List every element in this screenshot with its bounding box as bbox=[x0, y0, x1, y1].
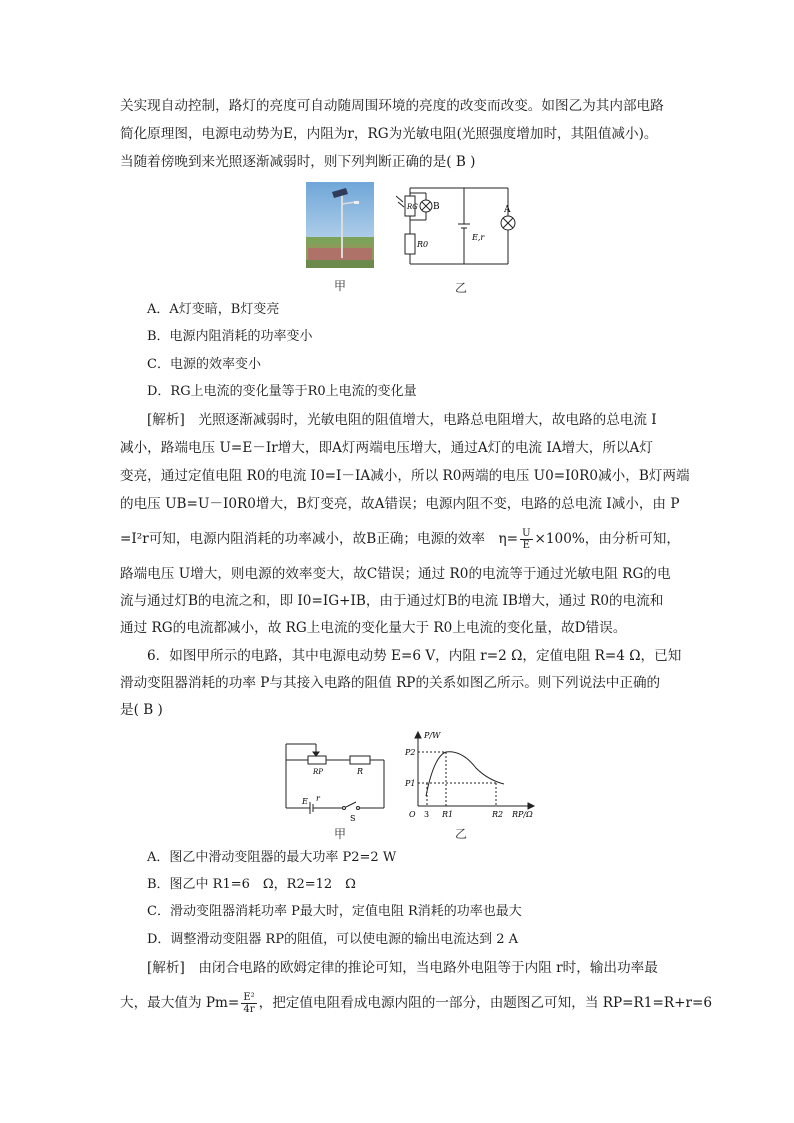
frac-denominator: E bbox=[522, 540, 530, 551]
q6-option-b: B．图乙中 R1=6 Ω，R2=12 Ω bbox=[147, 877, 356, 892]
pm-fraction bbox=[241, 992, 256, 1015]
pm-numerator: E² bbox=[243, 992, 255, 1003]
efficiency-fraction bbox=[520, 528, 532, 551]
r-label: R bbox=[357, 767, 364, 776]
e-label: E bbox=[302, 797, 308, 806]
q6-analysis-line-1: [解析] 由闭合电路的欧姆定律的推论可知，当电路外电阻等于内阻 r时，输出功率最 bbox=[147, 960, 658, 976]
fig-yi-caption: 乙 bbox=[455, 281, 468, 295]
r0-label: R0 bbox=[417, 240, 429, 249]
pm-denominator: 4r bbox=[243, 1004, 255, 1015]
q6-stem-line-2: 滑动变阻器消耗的功率 P与其接入电路的阻值 RP的关系如图乙所示。则下列说法中正确的 bbox=[120, 675, 661, 691]
p1-label: P1 bbox=[405, 779, 416, 788]
lamp-b-label: B bbox=[433, 202, 440, 212]
lamp-a-label: A bbox=[504, 205, 511, 215]
q5-analysis-line-5 bbox=[120, 528, 680, 551]
q5-analysis-line-8: 通过 RG的电流都减小，故 RG上电流的变化量大于 R0上电流的变化量，故D错误。 bbox=[120, 620, 627, 636]
p2-label: P2 bbox=[405, 748, 416, 757]
q5-stem-line-2: 简化原理图，电源电动势为E，内阻为r，RG为光敏电阻(光照强度增加时，其阻值减小)。 bbox=[120, 126, 658, 142]
q5-circuit-diagram bbox=[396, 180, 518, 272]
q6-option-d: D．调整滑动变阻器 RP的阻值，可以使电源的输出电流达到 2 A bbox=[147, 932, 519, 947]
r1-label: R1 bbox=[442, 810, 454, 819]
q5-analysis-line-2: 减小，路端电压 U=E－Ir增大，即A灯两端电压增大，通过A灯的电流 IA增大，所以A灯 bbox=[120, 440, 653, 456]
q6-fig-yi-caption: 乙 bbox=[455, 827, 468, 841]
r2-label: R2 bbox=[492, 810, 504, 819]
rg-label: RG bbox=[407, 203, 418, 211]
q5-stem-line-1: 关实现自动控制，路灯的亮度可自动随周围环境的亮度的改变而改变。如图乙为其内部电路 bbox=[120, 98, 664, 114]
q6-stem-line-3: 是( B ) bbox=[120, 702, 163, 718]
switch-s-label: S bbox=[350, 814, 356, 823]
q5-option-a: A．A灯变暗，B灯变亮 bbox=[147, 302, 280, 317]
q6-circuit-diagram bbox=[280, 738, 392, 824]
q6-analysis-line-2a: 大，最大值为 Pm= bbox=[120, 995, 240, 1011]
fig-jia-caption: 甲 bbox=[334, 279, 347, 293]
q5-analysis-line-7: 流与通过灯B的电流之和，即 I0=IG+IB，由于通过灯B的电流 IB增大，通过 R0的电流和 bbox=[120, 593, 664, 609]
p-axis-label: P/W bbox=[424, 731, 441, 740]
q5-analysis-line-1: [解析] 光照逐渐减弱时，光敏电阻的阻值增大，电路总电阻增大，故电路的总电流 I bbox=[147, 412, 657, 428]
rp-axis-label: RP/Ω bbox=[512, 810, 533, 819]
q5-option-c: C．电源的效率变小 bbox=[147, 357, 261, 372]
q5-option-b: B．电源内阻消耗的功率变小 bbox=[147, 329, 313, 344]
er-label: E,r bbox=[472, 233, 485, 242]
internal-r-label: r bbox=[316, 794, 320, 803]
q6-stem-line-1: 6．如图甲所示的电路，其中电源电动势 E=6 V，内阻 r=2 Ω，定值电阻 R=4 Ω，已知 bbox=[147, 648, 682, 664]
q6-analysis-line-2 bbox=[120, 992, 712, 1015]
q5-analysis-line-5a: =I²r可知，电源内阻消耗的功率减小，故B正确；电源的效率 η= bbox=[120, 531, 519, 547]
origin-label: O bbox=[409, 810, 416, 819]
q5-analysis-line-5b: ×100%，由分析可知， bbox=[534, 531, 680, 547]
rp-label: RP bbox=[313, 768, 323, 776]
q5-analysis-line-4: 的电压 UB=U－I0R0增大，B灯变亮，故A错误；电源内阻不变，电路的总电流 I减小，由 P bbox=[120, 496, 680, 512]
q5-analysis-line-6: 路端电压 U增大，则电源的效率变大，故C错误；通过 R0的电流等于通过光敏电阻 RG的电 bbox=[120, 566, 671, 582]
q6-option-a: A．图乙中滑动变阻器的最大功率 P2=2 W bbox=[147, 850, 397, 865]
tick-3-label: 3 bbox=[424, 810, 430, 819]
q5-stem-line-3: 当随着傍晚到来光照逐渐减弱时，则下列判断正确的是( B ) bbox=[120, 154, 476, 170]
q6-option-c: C．滑动变阻器消耗功率 P最大时，定值电阻 R消耗的功率也最大 bbox=[147, 904, 522, 919]
q6-analysis-line-2b: ，把定值电阻看成电源内阻的一部分，由题图乙可知，当 RP=R1=R+r=6 bbox=[258, 995, 712, 1011]
q5-option-d: D．RG上电流的变化量等于R0上电流的变化量 bbox=[147, 384, 417, 399]
q5-analysis-line-3: 变亮，通过定值电阻 R0的电流 I0=I－IA减小，所以 R0两端的电压 U0=I0R0减小，B灯两端 bbox=[120, 468, 690, 484]
q6-fig-jia-caption: 甲 bbox=[334, 827, 347, 841]
street-lamp-photo bbox=[306, 182, 374, 268]
power-resistance-graph bbox=[400, 728, 544, 824]
frac-numerator: U bbox=[522, 528, 531, 539]
